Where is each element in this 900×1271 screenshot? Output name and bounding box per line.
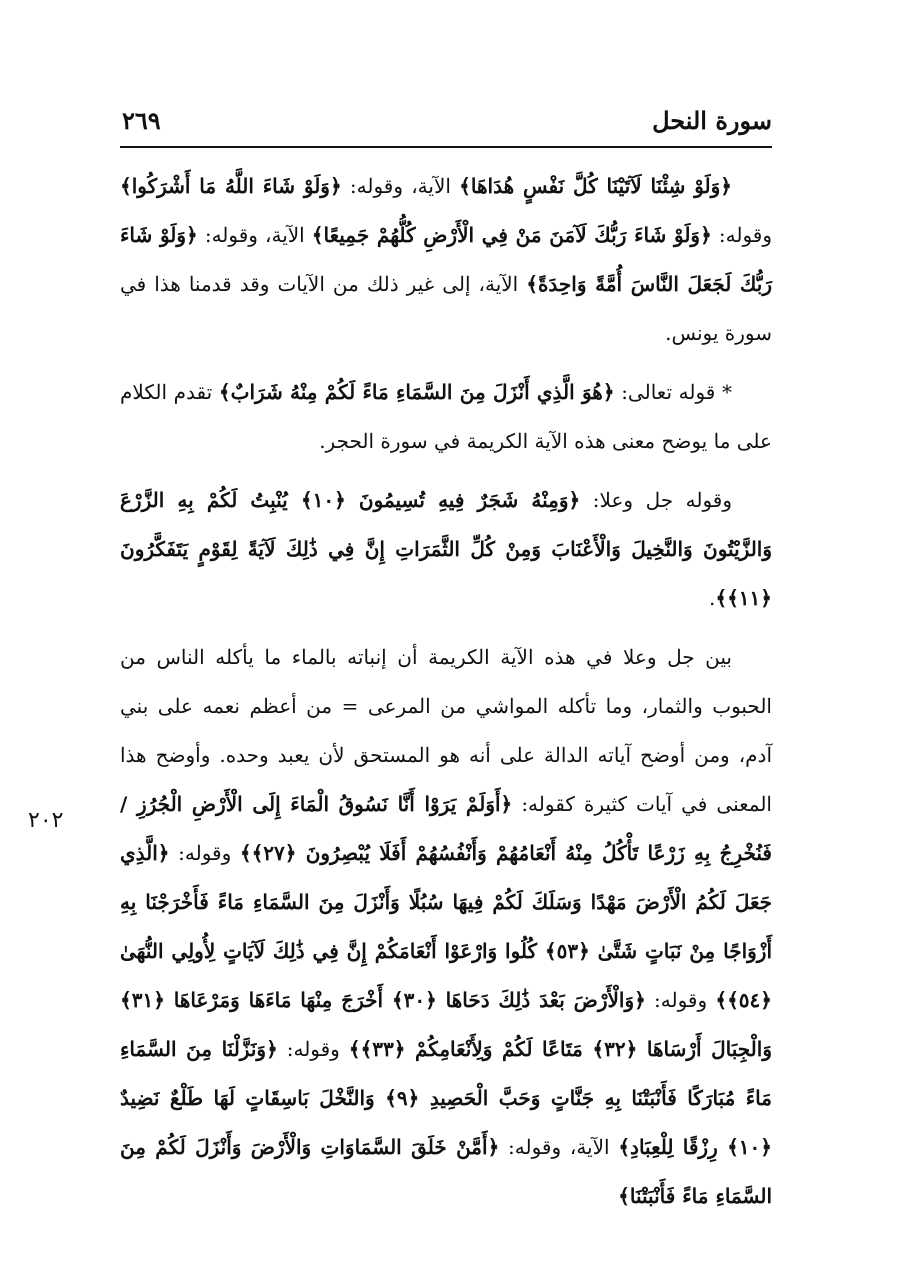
quran-verse: ﴿وَلَوْ شَاءَ رَبُّكَ لَآمَنَ مَنْ فِي الْأَرْضِ كُلُّهُمْ جَمِيعًا﴾	[311, 223, 712, 247]
commentary-text: وقوله:	[277, 1037, 349, 1061]
paragraph-3	[120, 476, 772, 623]
commentary-text: وقوله:	[169, 841, 240, 865]
quran-verse: ﴿أَمَّنْ خَلَقَ السَّمَاوَاتِ وَالْأَرْضَ وَأَنْزَلَ لَكُمْ مِنَ السَّمَاءِ مَاءً فَأَنْبَتْنَا﴾	[120, 1135, 772, 1208]
commentary-text: تقدم الكلام على ما يوضح معنى هذه الآية الكريمة في سورة الحجر.	[120, 380, 772, 453]
quran-verse: ﴿الَّذِي جَعَلَ لَكُمُ الْأَرْضَ مَهْدًا وَسَلَكَ لَكُمْ فِيهَا سُبُلًا وَأَنْزَلَ مِنَ السَّمَاءِ مَاءً فَأَخْرَجْنَا بِهِ أَزْوَاجًا مِنْ نَبَاتٍ شَتَّىٰ ﴿٥٣﴾ كُلُوا وَارْعَوْا أَنْعَامَكُمْ إِنَّ فِي ذَٰلِكَ لَآيَاتٍ لِأُولِي النُّهَىٰ ﴿٥٤﴾﴾	[120, 841, 772, 1012]
commentary-text: وقوله:	[645, 988, 716, 1012]
commentary-text: .	[709, 586, 716, 610]
commentary-text: الآية، وقوله:	[499, 1135, 619, 1159]
commentary-text: وقوله:	[711, 223, 772, 247]
quran-verse: ﴿وَالْأَرْضَ بَعْدَ ذَٰلِكَ دَحَاهَا ﴿٣٠﴾ أَخْرَجَ مِنْهَا مَاءَهَا وَمَرْعَاهَا ﴿٣١﴾ وَالْجِبَالَ أَرْسَاهَا ﴿٣٢﴾ مَتَاعًا لَكُمْ وَلِأَنْعَامِكُمْ ﴿٣٣﴾﴾	[120, 988, 772, 1061]
paragraph-4	[120, 633, 772, 1221]
commentary-text: * قوله تعالى:	[614, 380, 733, 404]
paragraph-2	[120, 368, 772, 466]
commentary-text: وقوله جل وعلا:	[580, 488, 732, 512]
commentary-text: الآية، وقوله:	[197, 223, 312, 247]
commentary-text: الآية، وقوله:	[341, 174, 460, 198]
paragraph-1	[120, 162, 772, 358]
quran-verse: ﴿وَلَوْ شِئْنَا لَآتَيْنَا كُلَّ نَفْسٍ هُدَاهَا﴾	[459, 174, 732, 198]
quran-verse: ﴿أَوَلَمْ يَرَوْا أَنَّا نَسُوقُ الْمَاءَ إِلَى الْأَرْضِ الْجُرُزِ / فَنُخْرِجُ بِهِ زَرْعًا تَأْكُلُ مِنْهُ أَنْعَامُهُمْ وَأَنْفُسُهُمْ أَفَلَا يُبْصِرُونَ ﴿٢٧﴾﴾	[120, 792, 772, 865]
quran-verse: ﴿وَمِنْهُ شَجَرٌ فِيهِ تُسِيمُونَ ﴿١٠﴾ يُنْبِتُ لَكُمْ بِهِ الزَّرْعَ وَالزَّيْتُونَ وَالنَّخِيلَ وَالْأَعْنَابَ وَمِنْ كُلِّ الثَّمَرَاتِ إِنَّ فِي ذَٰلِكَ لَآيَةً لِقَوْمٍ يَتَفَكَّرُونَ ﴿١١﴾﴾	[120, 488, 772, 610]
quran-verse: ﴿وَنَزَّلْنَا مِنَ السَّمَاءِ مَاءً مُبَارَكًا فَأَنْبَتْنَا بِهِ جَنَّاتٍ وَحَبَّ الْحَصِيدِ ﴿٩﴾ وَالنَّخْلَ بَاسِقَاتٍ لَهَا طَلْعٌ نَضِيدٌ ﴿١٠﴾ رِزْقًا لِلْعِبَادِ﴾	[120, 1037, 772, 1159]
page-body	[120, 162, 772, 1221]
quran-verse: ﴿هُوَ الَّذِي أَنْزَلَ مِنَ السَّمَاءِ مَاءً لَكُمْ مِنْهُ شَرَابٌ﴾	[218, 380, 615, 404]
running-head	[120, 100, 772, 148]
book-page	[120, 100, 772, 1231]
surah-title: سورة النحل	[652, 106, 772, 135]
quran-verse: ﴿وَلَوْ شَاءَ اللَّهُ مَا أَشْرَكُوا﴾	[120, 174, 342, 198]
quran-verse: ﴿وَلَوْ شَاءَ رَبُّكَ لَجَعَلَ النَّاسَ أُمَّةً وَاحِدَةً﴾	[120, 223, 772, 296]
margin-page-reference: ٢٠٢	[28, 808, 64, 833]
commentary-text: بين جل وعلا في هذه الآية الكريمة أن إنباته بالماء ما يأكله الناس من الحبوب والثمار، وما تأكله المواشي من المرعى = من أعظم نعمه على بني آدم، ومن أوضح آياته الدالة على أنه هو المستحق لأن يعبد وحده. وأوضح هذا المعنى في آيات كثيرة كقوله:	[120, 645, 772, 816]
commentary-text: الآية، إلى غير ذلك من الآيات وقد قدمنا هذا في سورة يونس.	[120, 272, 772, 345]
page-number: ٢٦٩	[122, 106, 161, 135]
